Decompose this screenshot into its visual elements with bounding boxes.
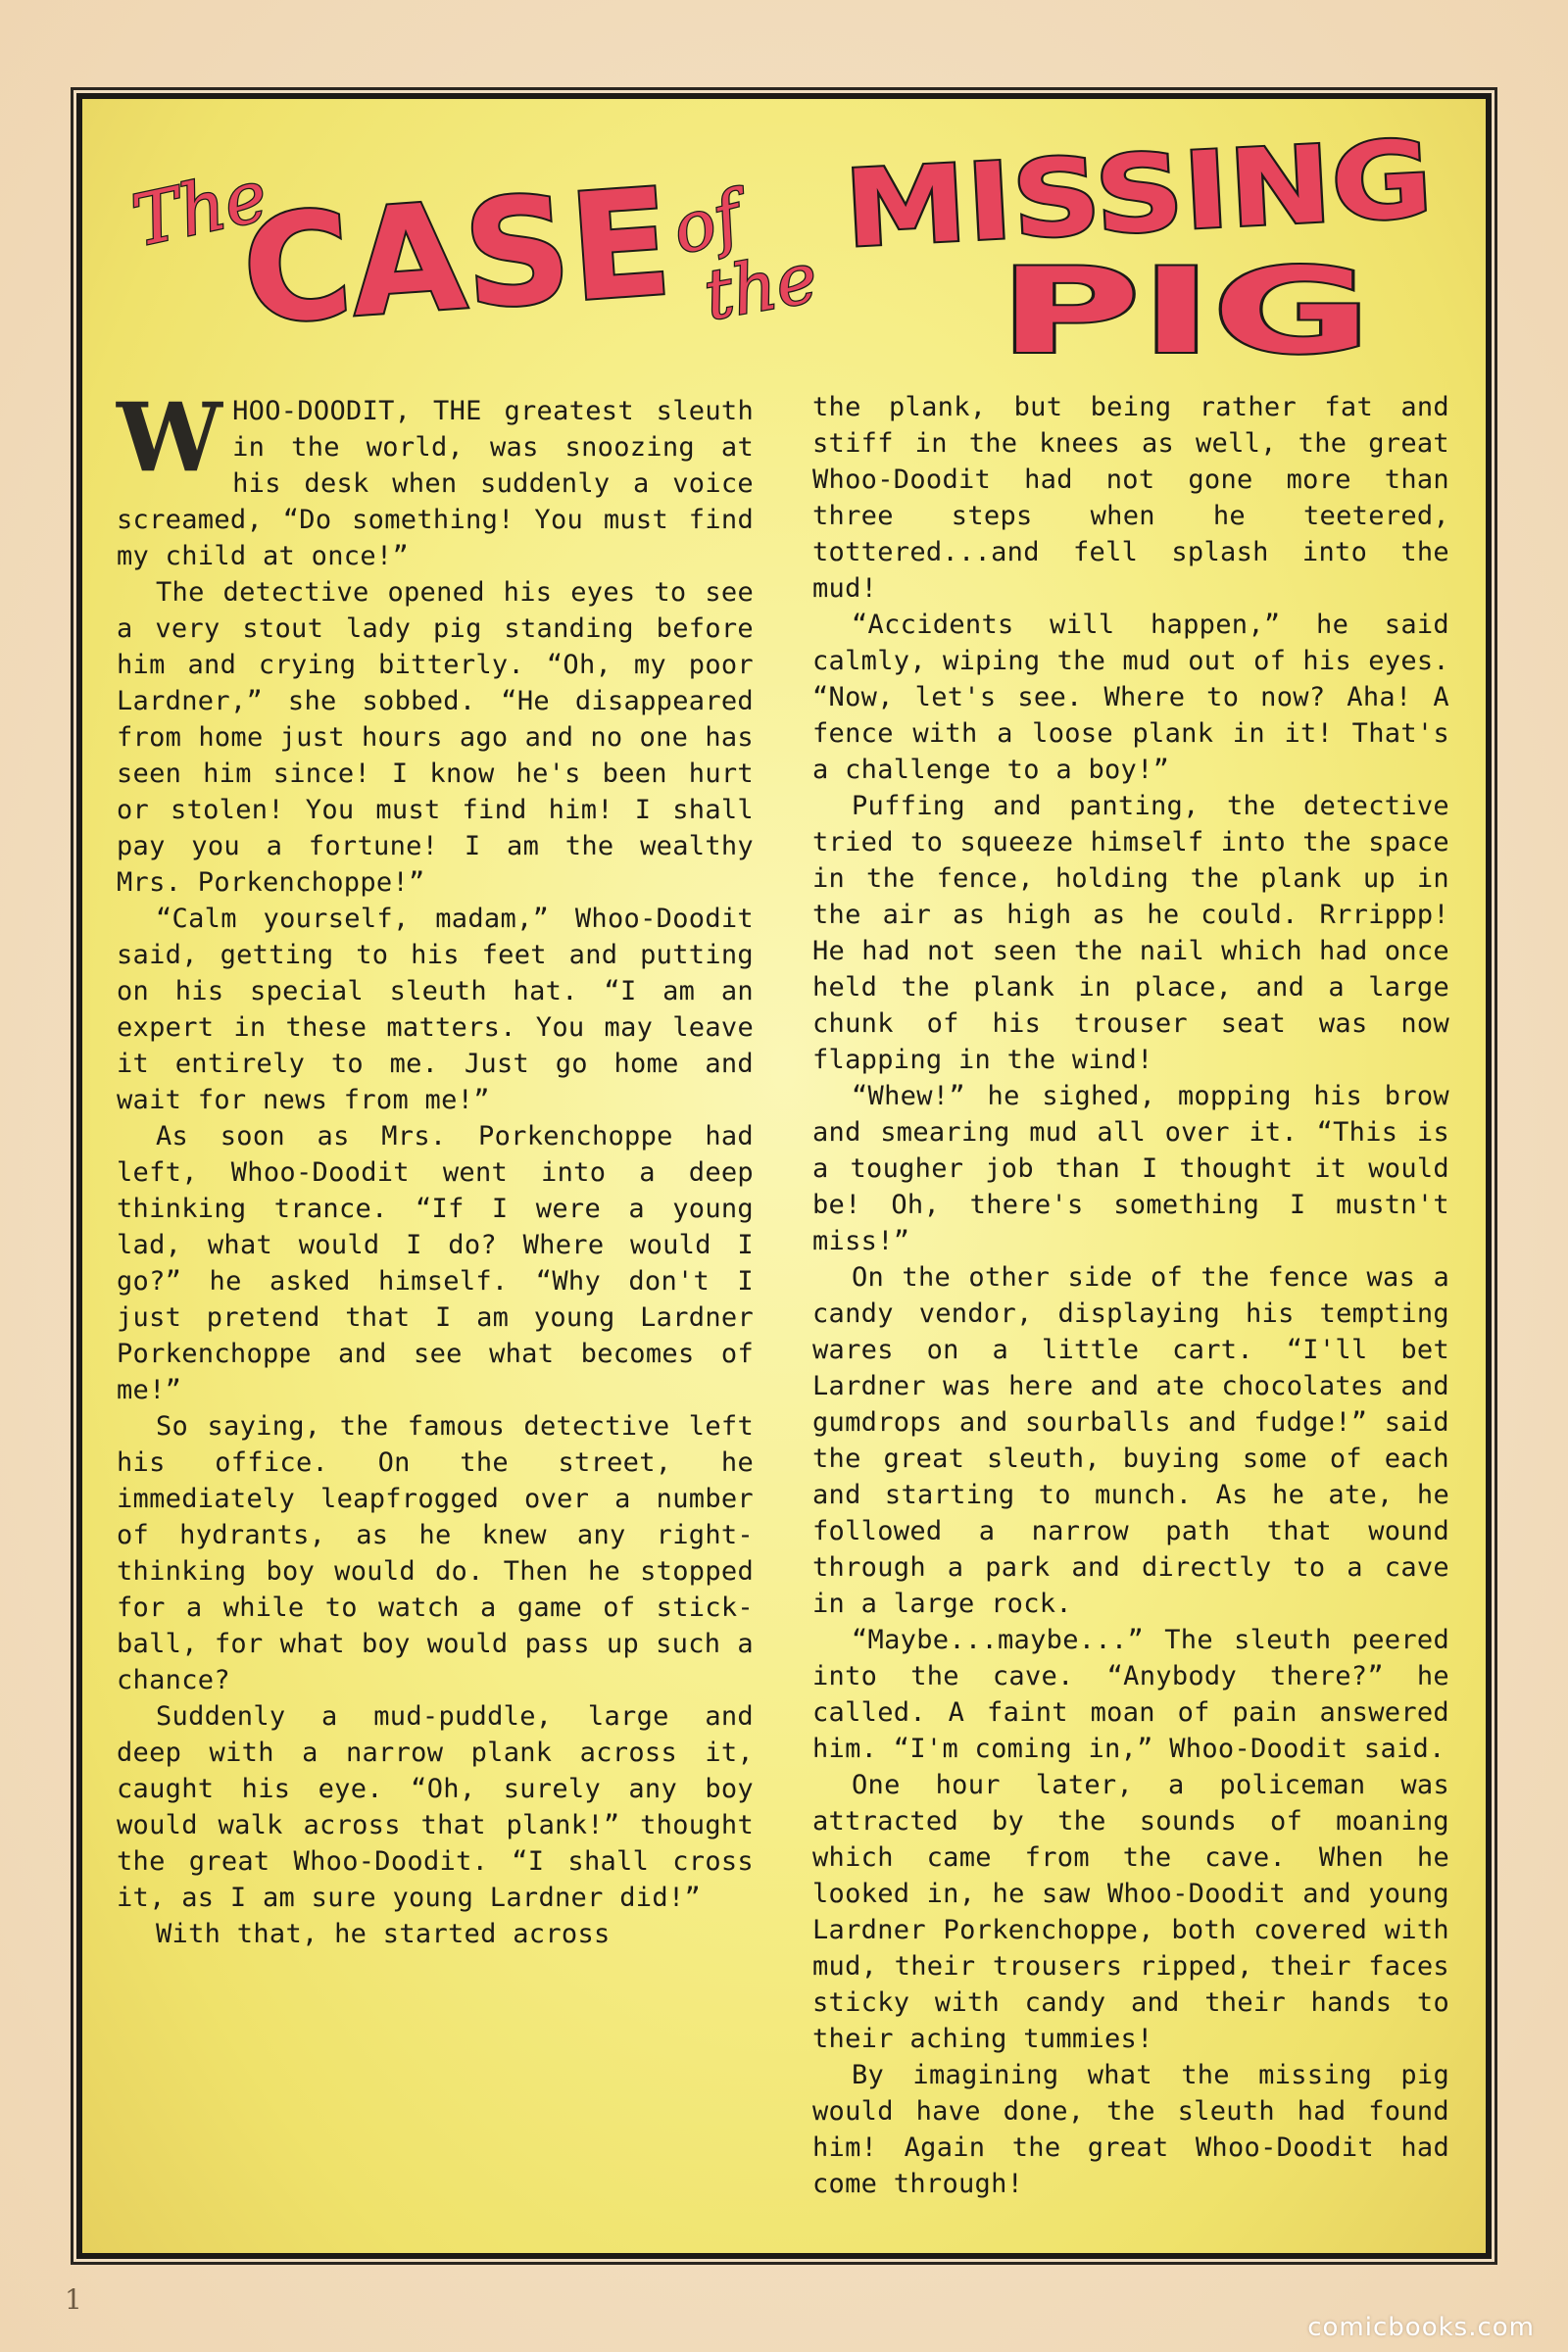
title-the-1: The bbox=[125, 153, 274, 263]
story-title bbox=[82, 99, 1486, 373]
story-paragraph: the plank, but being rather fat and stiff in the knees as well, the great Whoo-Doodit had not gone more than three steps when he teetered, tottered...and fell splash into the mud! bbox=[812, 392, 1449, 604]
story-paragraph: WHOO-DOODIT, THE greatest sleuth in the world, was snoozing at his desk when suddenly a voice screamed, “Do something! You must find my child at once!” bbox=[117, 382, 754, 571]
title-the-2: the bbox=[698, 237, 823, 336]
story-paragraph: “Whew!” he sighed, mopping his brow and smearing mud all over it. “This is a tougher job than I thought it would be! Oh, there's something I mustn't miss!” bbox=[812, 1081, 1449, 1256]
story-paragraph: On the other side of the fence was a candy vendor, displaying his tempting wares on a little cart. “I'll bet Lardner was here and ate chocolates and gumdrops and sourballs and fudge!” said the great sleuth, buying some of each and starting to munch. As he ate, he followed a narrow path that wound through a park and directly to a cave in a large rock. bbox=[812, 1262, 1449, 1619]
story-column-left bbox=[117, 382, 754, 1952]
story-paragraph: One hour later, a policeman was attracted by the sounds of moaning which came from the cave. When he looked in, he saw Whoo-Doodit and young Lardner Porkenchoppe, both covered with mud, their trousers ripped, their faces sticky with candy and their hands to their aching tummies! bbox=[812, 1770, 1449, 2054]
story-panel bbox=[76, 93, 1492, 2259]
drop-cap: W bbox=[117, 382, 223, 493]
story-paragraph: “Maybe...maybe...” The sleuth peered into the cave. “Anybody there?” he called. A faint moan of pain answered him. “I'm coming in,” Whoo-Doodit said. bbox=[812, 1625, 1449, 1764]
story-paragraph: Suddenly a mud-puddle, large and deep with a narrow plank across it, caught his eye. “Oh, surely any boy would walk across that plank!” thought the great Whoo-Doodit. “I shall cross it, as I am sure young Lardner did!” bbox=[117, 1701, 754, 1913]
title-of: of bbox=[664, 175, 750, 270]
story-paragraph: “Accidents will happen,” he said calmly, wiping the mud out of his eyes. “Now, let's see. Where to now? Aha! A fence with a loose plank in it! That's a challenge to a boy!” bbox=[812, 610, 1449, 785]
page-number: 1 bbox=[65, 2283, 82, 2316]
watermark: comicbooks.com bbox=[1307, 2313, 1535, 2342]
story-paragraph: “Calm yourself, madam,” Whoo-Doodit said, getting to his feet and putting on his special sleuth hat. “I am an expert in these matters. You may leave it entirely to me. Just go home and wait for news from me!” bbox=[117, 904, 754, 1115]
title-missing: MISSING bbox=[841, 122, 1355, 271]
story-paragraph: With that, he started across bbox=[156, 1919, 611, 1949]
title-case: CASE bbox=[237, 157, 677, 358]
story-column-right bbox=[812, 389, 1449, 2202]
story-paragraph: Puffing and panting, the detective tried to squeeze himself into the space in the fence, holding the plank up in the air as high as he could. Rrrippp! He had not seen the nail which had once held the plank in place, and a large chunk of his trouser seat was now flapping in the wind! bbox=[812, 791, 1449, 1075]
title-pig: PIG bbox=[999, 244, 1371, 373]
title-lettering bbox=[82, 99, 1486, 373]
story-paragraph: So saying, the famous detective left his office. On the street, he immediately leapfrogged over a number of hydrants, as he knew any right-thinking boy would do. Then he stopped for a while to watch a game of stick-ball, for what boy would pass up such a chance? bbox=[117, 1411, 754, 1695]
story-paragraph: As soon as Mrs. Porkenchoppe had left, Whoo-Doodit went into a deep thinking trance. “If I were a young lad, what would I do? Where would I go?” he asked himself. “Why don't I just pretend that I am young Lardner Porkenchoppe and see what becomes of me!” bbox=[117, 1121, 754, 1405]
story-paragraph: By imagining what the missing pig would have done, the sleuth had found him! Again the great Whoo-Doodit had come through! bbox=[812, 2060, 1449, 2199]
story-paragraph: The detective opened his eyes to see a very stout lady pig standing before him and crying bitterly. “Oh, my poor Lardner,” she sobbed. “He disappeared from home just hours ago and no one has seen him since! I know he's been hurt or stolen! You must find him! I shall pay you a fortune! I am the wealthy Mrs. Porkenchoppe!” bbox=[117, 577, 754, 898]
